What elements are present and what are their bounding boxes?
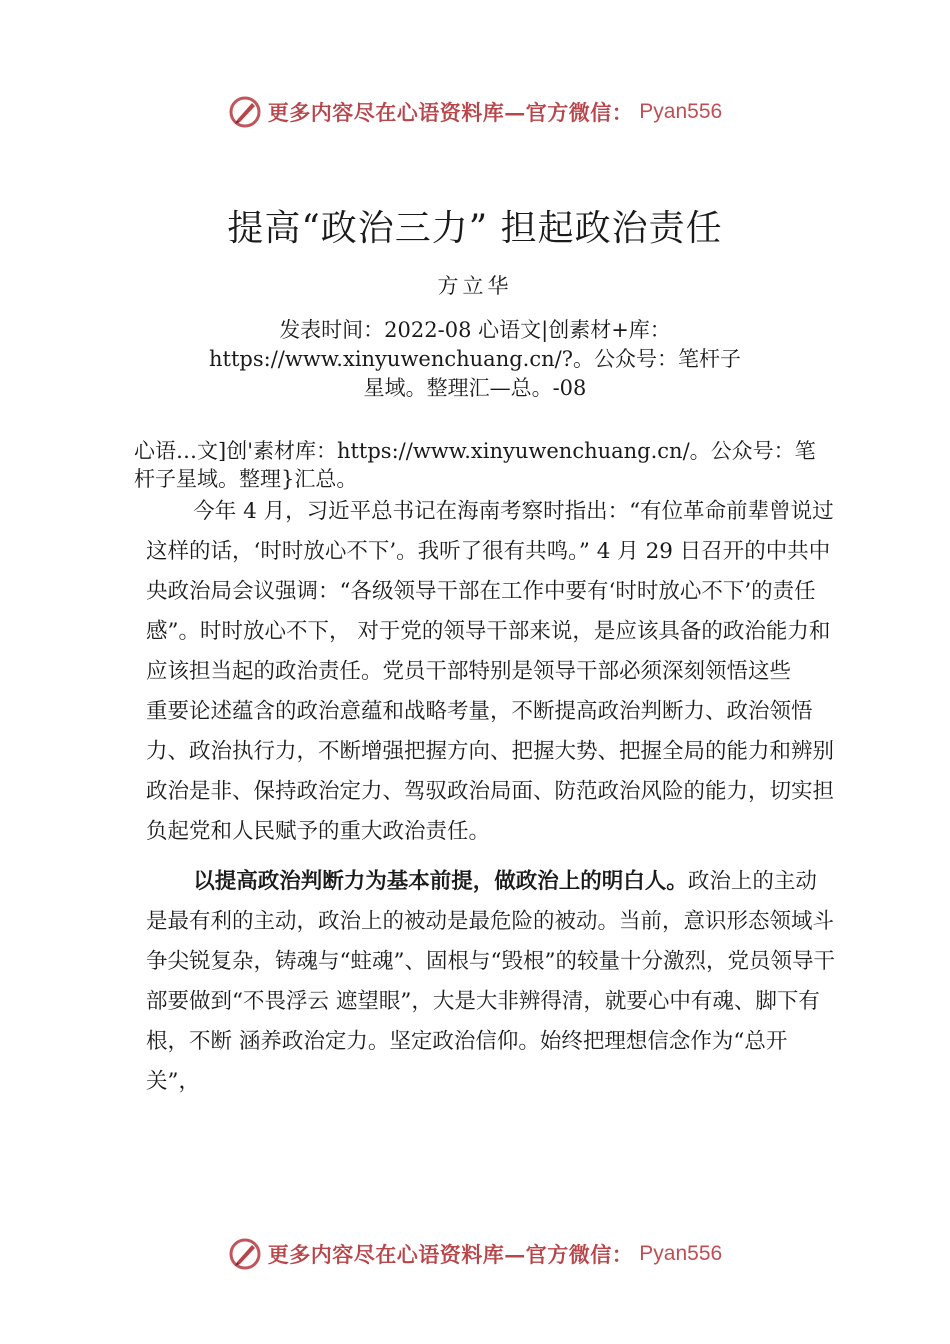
source-note: 心语…文]创'素材库：https://www.xinyuwenchuang.cn/。公众号：笔杆子星域。整理}汇总。 [134, 439, 816, 491]
pen-logo-icon [228, 1237, 262, 1271]
paragraph-2: 重要论述蕴含的政治意蕴和战略考量，不断提高政治判断力、政治领悟力、政治执行力，不断增强把握方向、把握大势、把握全局的能力和辨别政治是非、保持政治定力、驾驭政治局面、防范政治风险的能力，切实担负起党和人民赋予的重大政治责任。 [146, 699, 835, 844]
footer-banner [0, 1237, 950, 1271]
header-banner [0, 95, 950, 129]
article-title: 提高“政治三力” 担起政治责任 [227, 208, 723, 249]
section-1-text: 政治上的主动是最有利的主动，政治上的被动是最危险的被动。当前，意识形态领域斗争尖锐复杂，铸魂与“蛀魂”、固根与“毁根”的较量十分激烈，党员领导干部要做到“不畏浮云 遮望眼”，大是大非辨得清，就要心中有魂、脚下有根，不断 涵养政治定力。坚定政治信仰。始终把理想信念作为“总开关”， [146, 869, 835, 1094]
article-body [146, 492, 836, 1102]
header-wechat-handle: Pyan556 [639, 100, 723, 123]
footer-wechat-handle: Pyan556 [639, 1242, 723, 1265]
section-1-lead: 以提高政治判断力为基本前提，做政治上的明白人。 [193, 869, 688, 894]
header-brand-text: 更多内容尽在心语资料库—官方微信： [267, 100, 634, 125]
publication-info: 发表时间：2022-08 心语文|创素材+库：https://www.xinyuwenchuang.cn/?。公众号：笔杆子星域。整理汇—总。-08 [209, 318, 741, 400]
article-author: 方立华 [437, 274, 513, 298]
footer-brand-text: 更多内容尽在心语资料库—官方微信： [267, 1242, 634, 1267]
pen-logo-icon [228, 95, 262, 129]
section-1-paragraph [146, 862, 836, 1102]
paragraph-1: 今年 4 月，习近平总书记在海南考察时指出：“有位革命前辈曾说过这样的话，‘时时放心不下’。我听了很有共鸣。” 4 月 29 日召开的中共中央政治局会议强调：“各级领导干部在工作中要有‘时时放心不下’的责任感”。时时放心不下， 对于党的领导干部来说，是应该具备的政治能力和应该担当起的政治责任。党员干部特别是领导干部必须深刻领悟这些 [146, 499, 834, 684]
